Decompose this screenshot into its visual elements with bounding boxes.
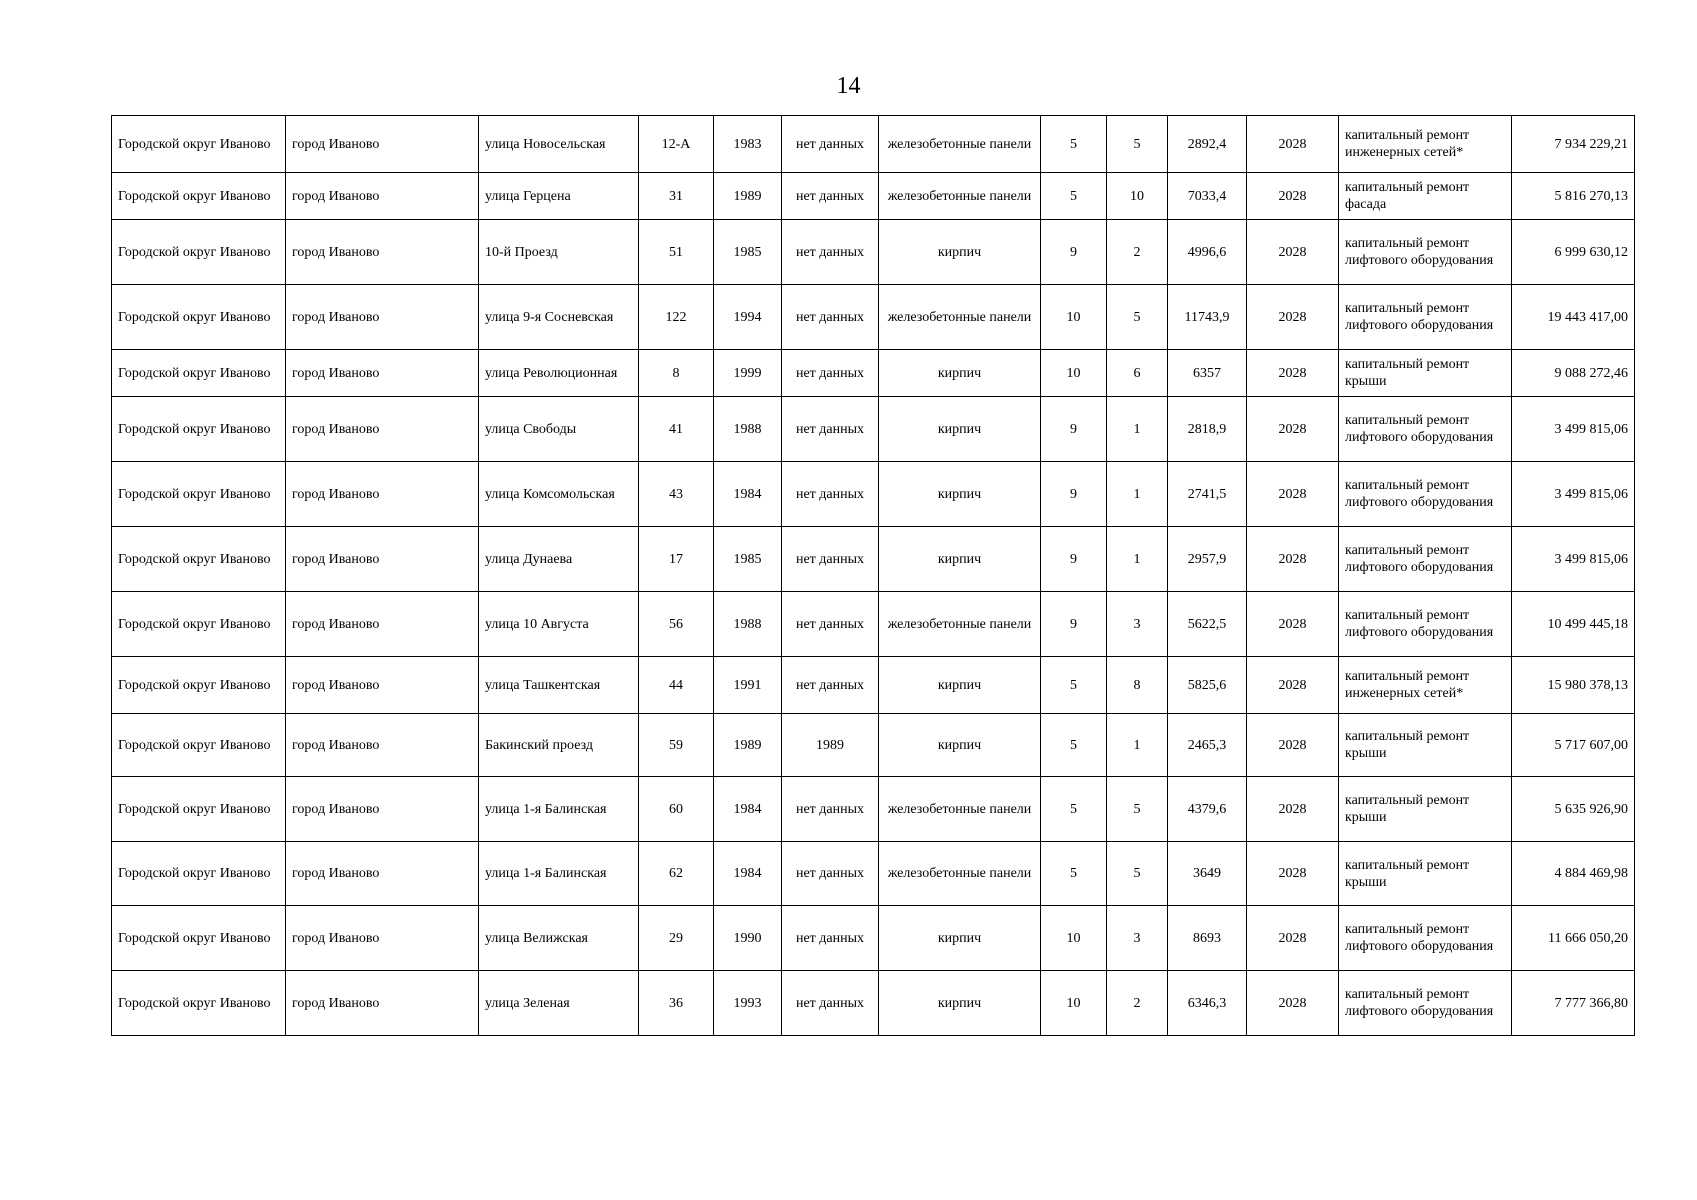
wall-material-cell: кирпич bbox=[879, 350, 1041, 397]
wall-material-cell: кирпич bbox=[879, 462, 1041, 527]
floors-cell: 5 bbox=[1041, 657, 1107, 714]
cost-cell: 3 499 815,06 bbox=[1512, 462, 1635, 527]
wall-material-cell: кирпич bbox=[879, 527, 1041, 592]
cost-cell: 6 999 630,12 bbox=[1512, 220, 1635, 285]
district-cell: Городской округ Иваново bbox=[112, 657, 286, 714]
wall-material-cell: железобетонные панели bbox=[879, 116, 1041, 173]
cost-cell: 9 088 272,46 bbox=[1512, 350, 1635, 397]
floors-cell: 10 bbox=[1041, 906, 1107, 971]
entrances-cell: 10 bbox=[1107, 173, 1168, 220]
entrances-cell: 1 bbox=[1107, 714, 1168, 777]
cost-cell: 5 717 607,00 bbox=[1512, 714, 1635, 777]
floors-cell: 10 bbox=[1041, 285, 1107, 350]
street-cell: улица 9-я Сосневская bbox=[479, 285, 639, 350]
table-row bbox=[112, 220, 1635, 285]
last-repair-cell: нет данных bbox=[782, 220, 879, 285]
floors-cell: 5 bbox=[1041, 173, 1107, 220]
house-number-cell: 59 bbox=[639, 714, 714, 777]
area-cell: 3649 bbox=[1168, 842, 1247, 906]
district-cell: Городской округ Иваново bbox=[112, 971, 286, 1036]
floors-cell: 9 bbox=[1041, 220, 1107, 285]
wall-material-cell: кирпич bbox=[879, 906, 1041, 971]
house-number-cell: 31 bbox=[639, 173, 714, 220]
last-repair-cell: нет данных bbox=[782, 971, 879, 1036]
table-body bbox=[112, 116, 1635, 1036]
house-number-cell: 62 bbox=[639, 842, 714, 906]
last-repair-cell: 1989 bbox=[782, 714, 879, 777]
cost-cell: 3 499 815,06 bbox=[1512, 397, 1635, 462]
house-number-cell: 122 bbox=[639, 285, 714, 350]
street-cell: улица Зеленая bbox=[479, 971, 639, 1036]
work-type-cell: капитальный ремонт крыши bbox=[1339, 350, 1512, 397]
year-built-cell: 1993 bbox=[714, 971, 782, 1036]
work-type-cell: капитальный ремонт крыши bbox=[1339, 842, 1512, 906]
table-row bbox=[112, 397, 1635, 462]
floors-cell: 5 bbox=[1041, 777, 1107, 842]
work-type-cell: капитальный ремонт лифтового оборудования bbox=[1339, 285, 1512, 350]
entrances-cell: 1 bbox=[1107, 397, 1168, 462]
house-number-cell: 12-А bbox=[639, 116, 714, 173]
plan-year-cell: 2028 bbox=[1247, 116, 1339, 173]
house-number-cell: 29 bbox=[639, 906, 714, 971]
city-cell: город Иваново bbox=[286, 350, 479, 397]
city-cell: город Иваново bbox=[286, 220, 479, 285]
table-row bbox=[112, 842, 1635, 906]
entrances-cell: 1 bbox=[1107, 527, 1168, 592]
year-built-cell: 1999 bbox=[714, 350, 782, 397]
year-built-cell: 1990 bbox=[714, 906, 782, 971]
district-cell: Городской округ Иваново bbox=[112, 116, 286, 173]
last-repair-cell: нет данных bbox=[782, 906, 879, 971]
house-number-cell: 36 bbox=[639, 971, 714, 1036]
table-row bbox=[112, 527, 1635, 592]
street-cell: улица Новосельская bbox=[479, 116, 639, 173]
plan-year-cell: 2028 bbox=[1247, 350, 1339, 397]
area-cell: 2818,9 bbox=[1168, 397, 1247, 462]
city-cell: город Иваново bbox=[286, 971, 479, 1036]
floors-cell: 9 bbox=[1041, 527, 1107, 592]
work-type-cell: капитальный ремонт крыши bbox=[1339, 714, 1512, 777]
table-row bbox=[112, 592, 1635, 657]
entrances-cell: 2 bbox=[1107, 971, 1168, 1036]
area-cell: 2957,9 bbox=[1168, 527, 1247, 592]
last-repair-cell: нет данных bbox=[782, 527, 879, 592]
work-type-cell: капитальный ремонт лифтового оборудования bbox=[1339, 397, 1512, 462]
plan-year-cell: 2028 bbox=[1247, 173, 1339, 220]
house-number-cell: 17 bbox=[639, 527, 714, 592]
entrances-cell: 5 bbox=[1107, 842, 1168, 906]
work-type-cell: капитальный ремонт лифтового оборудования bbox=[1339, 971, 1512, 1036]
district-cell: Городской округ Иваново bbox=[112, 350, 286, 397]
city-cell: город Иваново bbox=[286, 906, 479, 971]
area-cell: 2465,3 bbox=[1168, 714, 1247, 777]
last-repair-cell: нет данных bbox=[782, 350, 879, 397]
work-type-cell: капитальный ремонт лифтового оборудования bbox=[1339, 592, 1512, 657]
table-row bbox=[112, 906, 1635, 971]
street-cell: улица 1-я Балинская bbox=[479, 777, 639, 842]
last-repair-cell: нет данных bbox=[782, 116, 879, 173]
last-repair-cell: нет данных bbox=[782, 285, 879, 350]
area-cell: 2892,4 bbox=[1168, 116, 1247, 173]
entrances-cell: 5 bbox=[1107, 777, 1168, 842]
district-cell: Городской округ Иваново bbox=[112, 906, 286, 971]
plan-year-cell: 2028 bbox=[1247, 462, 1339, 527]
plan-year-cell: 2028 bbox=[1247, 285, 1339, 350]
cost-cell: 19 443 417,00 bbox=[1512, 285, 1635, 350]
street-cell: улица Герцена bbox=[479, 173, 639, 220]
entrances-cell: 2 bbox=[1107, 220, 1168, 285]
table-row bbox=[112, 657, 1635, 714]
table-row bbox=[112, 350, 1635, 397]
plan-year-cell: 2028 bbox=[1247, 777, 1339, 842]
city-cell: город Иваново bbox=[286, 592, 479, 657]
house-number-cell: 8 bbox=[639, 350, 714, 397]
plan-year-cell: 2028 bbox=[1247, 220, 1339, 285]
district-cell: Городской округ Иваново bbox=[112, 220, 286, 285]
city-cell: город Иваново bbox=[286, 397, 479, 462]
city-cell: город Иваново bbox=[286, 714, 479, 777]
wall-material-cell: железобетонные панели bbox=[879, 285, 1041, 350]
area-cell: 7033,4 bbox=[1168, 173, 1247, 220]
wall-material-cell: кирпич bbox=[879, 220, 1041, 285]
area-cell: 5622,5 bbox=[1168, 592, 1247, 657]
entrances-cell: 1 bbox=[1107, 462, 1168, 527]
street-cell: 10-й Проезд bbox=[479, 220, 639, 285]
year-built-cell: 1984 bbox=[714, 462, 782, 527]
house-number-cell: 56 bbox=[639, 592, 714, 657]
work-type-cell: капитальный ремонт инженерных сетей* bbox=[1339, 657, 1512, 714]
area-cell: 6357 bbox=[1168, 350, 1247, 397]
area-cell: 4996,6 bbox=[1168, 220, 1247, 285]
wall-material-cell: кирпич bbox=[879, 971, 1041, 1036]
year-built-cell: 1985 bbox=[714, 220, 782, 285]
plan-year-cell: 2028 bbox=[1247, 397, 1339, 462]
year-built-cell: 1984 bbox=[714, 842, 782, 906]
street-cell: улица Революционная bbox=[479, 350, 639, 397]
last-repair-cell: нет данных bbox=[782, 397, 879, 462]
work-type-cell: капитальный ремонт крыши bbox=[1339, 777, 1512, 842]
district-cell: Городской округ Иваново bbox=[112, 842, 286, 906]
floors-cell: 9 bbox=[1041, 592, 1107, 657]
street-cell: улица 10 Августа bbox=[479, 592, 639, 657]
district-cell: Городской округ Иваново bbox=[112, 714, 286, 777]
work-type-cell: капитальный ремонт инженерных сетей* bbox=[1339, 116, 1512, 173]
plan-year-cell: 2028 bbox=[1247, 971, 1339, 1036]
table-row bbox=[112, 971, 1635, 1036]
cost-cell: 15 980 378,13 bbox=[1512, 657, 1635, 714]
street-cell: улица Велижская bbox=[479, 906, 639, 971]
year-built-cell: 1983 bbox=[714, 116, 782, 173]
street-cell: улица Комсомольская bbox=[479, 462, 639, 527]
district-cell: Городской округ Иваново bbox=[112, 285, 286, 350]
house-number-cell: 41 bbox=[639, 397, 714, 462]
area-cell: 5825,6 bbox=[1168, 657, 1247, 714]
last-repair-cell: нет данных bbox=[782, 657, 879, 714]
year-built-cell: 1984 bbox=[714, 777, 782, 842]
floors-cell: 9 bbox=[1041, 397, 1107, 462]
district-cell: Городской округ Иваново bbox=[112, 397, 286, 462]
table-row bbox=[112, 777, 1635, 842]
cost-cell: 11 666 050,20 bbox=[1512, 906, 1635, 971]
district-cell: Городской округ Иваново bbox=[112, 592, 286, 657]
area-cell: 8693 bbox=[1168, 906, 1247, 971]
area-cell: 6346,3 bbox=[1168, 971, 1247, 1036]
work-type-cell: капитальный ремонт лифтового оборудования bbox=[1339, 906, 1512, 971]
street-cell: Бакинский проезд bbox=[479, 714, 639, 777]
last-repair-cell: нет данных bbox=[782, 462, 879, 527]
street-cell: улица Дунаева bbox=[479, 527, 639, 592]
plan-year-cell: 2028 bbox=[1247, 714, 1339, 777]
work-type-cell: капитальный ремонт фасада bbox=[1339, 173, 1512, 220]
plan-year-cell: 2028 bbox=[1247, 906, 1339, 971]
year-built-cell: 1994 bbox=[714, 285, 782, 350]
house-number-cell: 44 bbox=[639, 657, 714, 714]
street-cell: улица Свободы bbox=[479, 397, 639, 462]
street-cell: улица Ташкентская bbox=[479, 657, 639, 714]
floors-cell: 9 bbox=[1041, 462, 1107, 527]
district-cell: Городской округ Иваново bbox=[112, 462, 286, 527]
cost-cell: 5 635 926,90 bbox=[1512, 777, 1635, 842]
cost-cell: 5 816 270,13 bbox=[1512, 173, 1635, 220]
floors-cell: 5 bbox=[1041, 714, 1107, 777]
district-cell: Городской округ Иваново bbox=[112, 527, 286, 592]
table-row bbox=[112, 462, 1635, 527]
last-repair-cell: нет данных bbox=[782, 592, 879, 657]
year-built-cell: 1988 bbox=[714, 592, 782, 657]
street-cell: улица 1-я Балинская bbox=[479, 842, 639, 906]
entrances-cell: 8 bbox=[1107, 657, 1168, 714]
table-row bbox=[112, 714, 1635, 777]
entrances-cell: 3 bbox=[1107, 592, 1168, 657]
floors-cell: 10 bbox=[1041, 971, 1107, 1036]
cost-cell: 4 884 469,98 bbox=[1512, 842, 1635, 906]
floors-cell: 5 bbox=[1041, 842, 1107, 906]
year-built-cell: 1991 bbox=[714, 657, 782, 714]
wall-material-cell: железобетонные панели bbox=[879, 173, 1041, 220]
entrances-cell: 6 bbox=[1107, 350, 1168, 397]
entrances-cell: 5 bbox=[1107, 285, 1168, 350]
city-cell: город Иваново bbox=[286, 777, 479, 842]
cost-cell: 3 499 815,06 bbox=[1512, 527, 1635, 592]
house-number-cell: 51 bbox=[639, 220, 714, 285]
plan-year-cell: 2028 bbox=[1247, 657, 1339, 714]
year-built-cell: 1988 bbox=[714, 397, 782, 462]
work-type-cell: капитальный ремонт лифтового оборудования bbox=[1339, 220, 1512, 285]
floors-cell: 10 bbox=[1041, 350, 1107, 397]
city-cell: город Иваново bbox=[286, 842, 479, 906]
last-repair-cell: нет данных bbox=[782, 842, 879, 906]
area-cell: 4379,6 bbox=[1168, 777, 1247, 842]
wall-material-cell: кирпич bbox=[879, 657, 1041, 714]
wall-material-cell: кирпич bbox=[879, 714, 1041, 777]
wall-material-cell: кирпич bbox=[879, 397, 1041, 462]
entrances-cell: 5 bbox=[1107, 116, 1168, 173]
area-cell: 11743,9 bbox=[1168, 285, 1247, 350]
housing-repair-table bbox=[111, 115, 1635, 1036]
plan-year-cell: 2028 bbox=[1247, 527, 1339, 592]
house-number-cell: 43 bbox=[639, 462, 714, 527]
plan-year-cell: 2028 bbox=[1247, 842, 1339, 906]
table-row bbox=[112, 285, 1635, 350]
city-cell: город Иваново bbox=[286, 116, 479, 173]
floors-cell: 5 bbox=[1041, 116, 1107, 173]
table-row bbox=[112, 173, 1635, 220]
city-cell: город Иваново bbox=[286, 527, 479, 592]
area-cell: 2741,5 bbox=[1168, 462, 1247, 527]
house-number-cell: 60 bbox=[639, 777, 714, 842]
city-cell: город Иваново bbox=[286, 657, 479, 714]
work-type-cell: капитальный ремонт лифтового оборудования bbox=[1339, 527, 1512, 592]
page-number: 14 bbox=[836, 73, 861, 99]
work-type-cell: капитальный ремонт лифтового оборудования bbox=[1339, 462, 1512, 527]
cost-cell: 7 934 229,21 bbox=[1512, 116, 1635, 173]
year-built-cell: 1989 bbox=[714, 173, 782, 220]
year-built-cell: 1989 bbox=[714, 714, 782, 777]
plan-year-cell: 2028 bbox=[1247, 592, 1339, 657]
table-row bbox=[112, 116, 1635, 173]
last-repair-cell: нет данных bbox=[782, 777, 879, 842]
city-cell: город Иваново bbox=[286, 462, 479, 527]
wall-material-cell: железобетонные панели bbox=[879, 592, 1041, 657]
city-cell: город Иваново bbox=[286, 173, 479, 220]
district-cell: Городской округ Иваново bbox=[112, 173, 286, 220]
entrances-cell: 3 bbox=[1107, 906, 1168, 971]
district-cell: Городской округ Иваново bbox=[112, 777, 286, 842]
wall-material-cell: железобетонные панели bbox=[879, 842, 1041, 906]
cost-cell: 7 777 366,80 bbox=[1512, 971, 1635, 1036]
city-cell: город Иваново bbox=[286, 285, 479, 350]
last-repair-cell: нет данных bbox=[782, 173, 879, 220]
year-built-cell: 1985 bbox=[714, 527, 782, 592]
wall-material-cell: железобетонные панели bbox=[879, 777, 1041, 842]
cost-cell: 10 499 445,18 bbox=[1512, 592, 1635, 657]
